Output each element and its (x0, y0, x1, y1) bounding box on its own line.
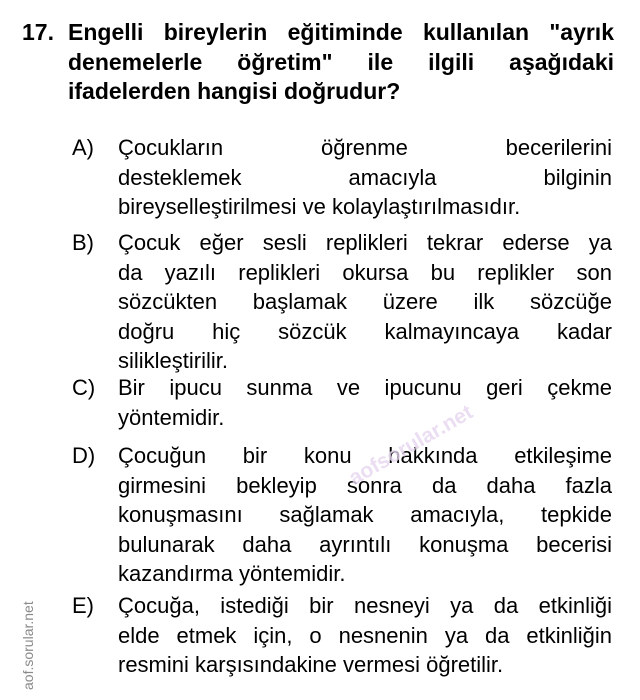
option-line: Bir ipucu sunma ve ipucunu geri çekme (118, 375, 612, 400)
option-line: resmini karşısındakine vermesi öğretilir. (118, 652, 504, 677)
question-text (68, 18, 614, 107)
option-line: bulunarak daha ayrıntılı konuşma becerisi (118, 531, 612, 557)
option-line: Çocukların öğrenme becerilerini (118, 135, 612, 160)
option-letter: A) (72, 135, 94, 160)
watermark-center: aofsorular.net (345, 400, 477, 490)
question-line: denemelerle öğretim" ile ilgili aşağıdaki (68, 48, 614, 75)
option-line: bireyselleştirilmesi ve kolaylaştırılmasıdır. (118, 194, 521, 219)
watermark-side: aof.sorular.net (20, 601, 36, 690)
option-line: yöntemidir. (118, 404, 225, 430)
option-letter: D) (72, 443, 96, 468)
option-line: kazandırma yöntemidir. (118, 561, 346, 586)
option-text (118, 591, 612, 680)
option-text (118, 373, 612, 432)
option-line: Çocuğun bir konu hakkında etkileşime (118, 443, 612, 468)
option-text (118, 228, 612, 376)
option-line: elde etmek için, o nesnenin ya da etkinliğin (118, 622, 612, 648)
option-line: sözcükten başlamak üzere ilk sözcüğe (118, 289, 612, 314)
option-letter: E) (72, 593, 94, 618)
option-line: desteklemek amacıyla bilginin (118, 164, 612, 190)
option-line: Çocuğa, istediği bir nesneyi ya da etkinliği (118, 593, 612, 618)
option-line: doğru hiç sözcük kalmayıncaya kadar (118, 318, 612, 344)
option-line: konuşmasını sağlamak amacıyla, tepkide (118, 502, 612, 527)
option-line: girmesini bekleyip sonra da daha fazla (118, 472, 612, 498)
question-line: ifadelerden hangisi doğrudur? (68, 78, 401, 104)
option-letter: B) (72, 230, 94, 255)
question-line: Engelli bireylerin eğitiminde kullanılan "ayrık (68, 19, 614, 45)
option-line: Çocuk eğer sesli replikleri tekrar ederse ya (118, 230, 612, 255)
option-line: silikleştirilir. (118, 348, 228, 373)
option-text (118, 133, 612, 222)
question-number: 17. (22, 19, 54, 45)
option-letter: C) (72, 375, 96, 400)
option-line: da yazılı replikleri okursa bu replikler son (118, 259, 612, 285)
